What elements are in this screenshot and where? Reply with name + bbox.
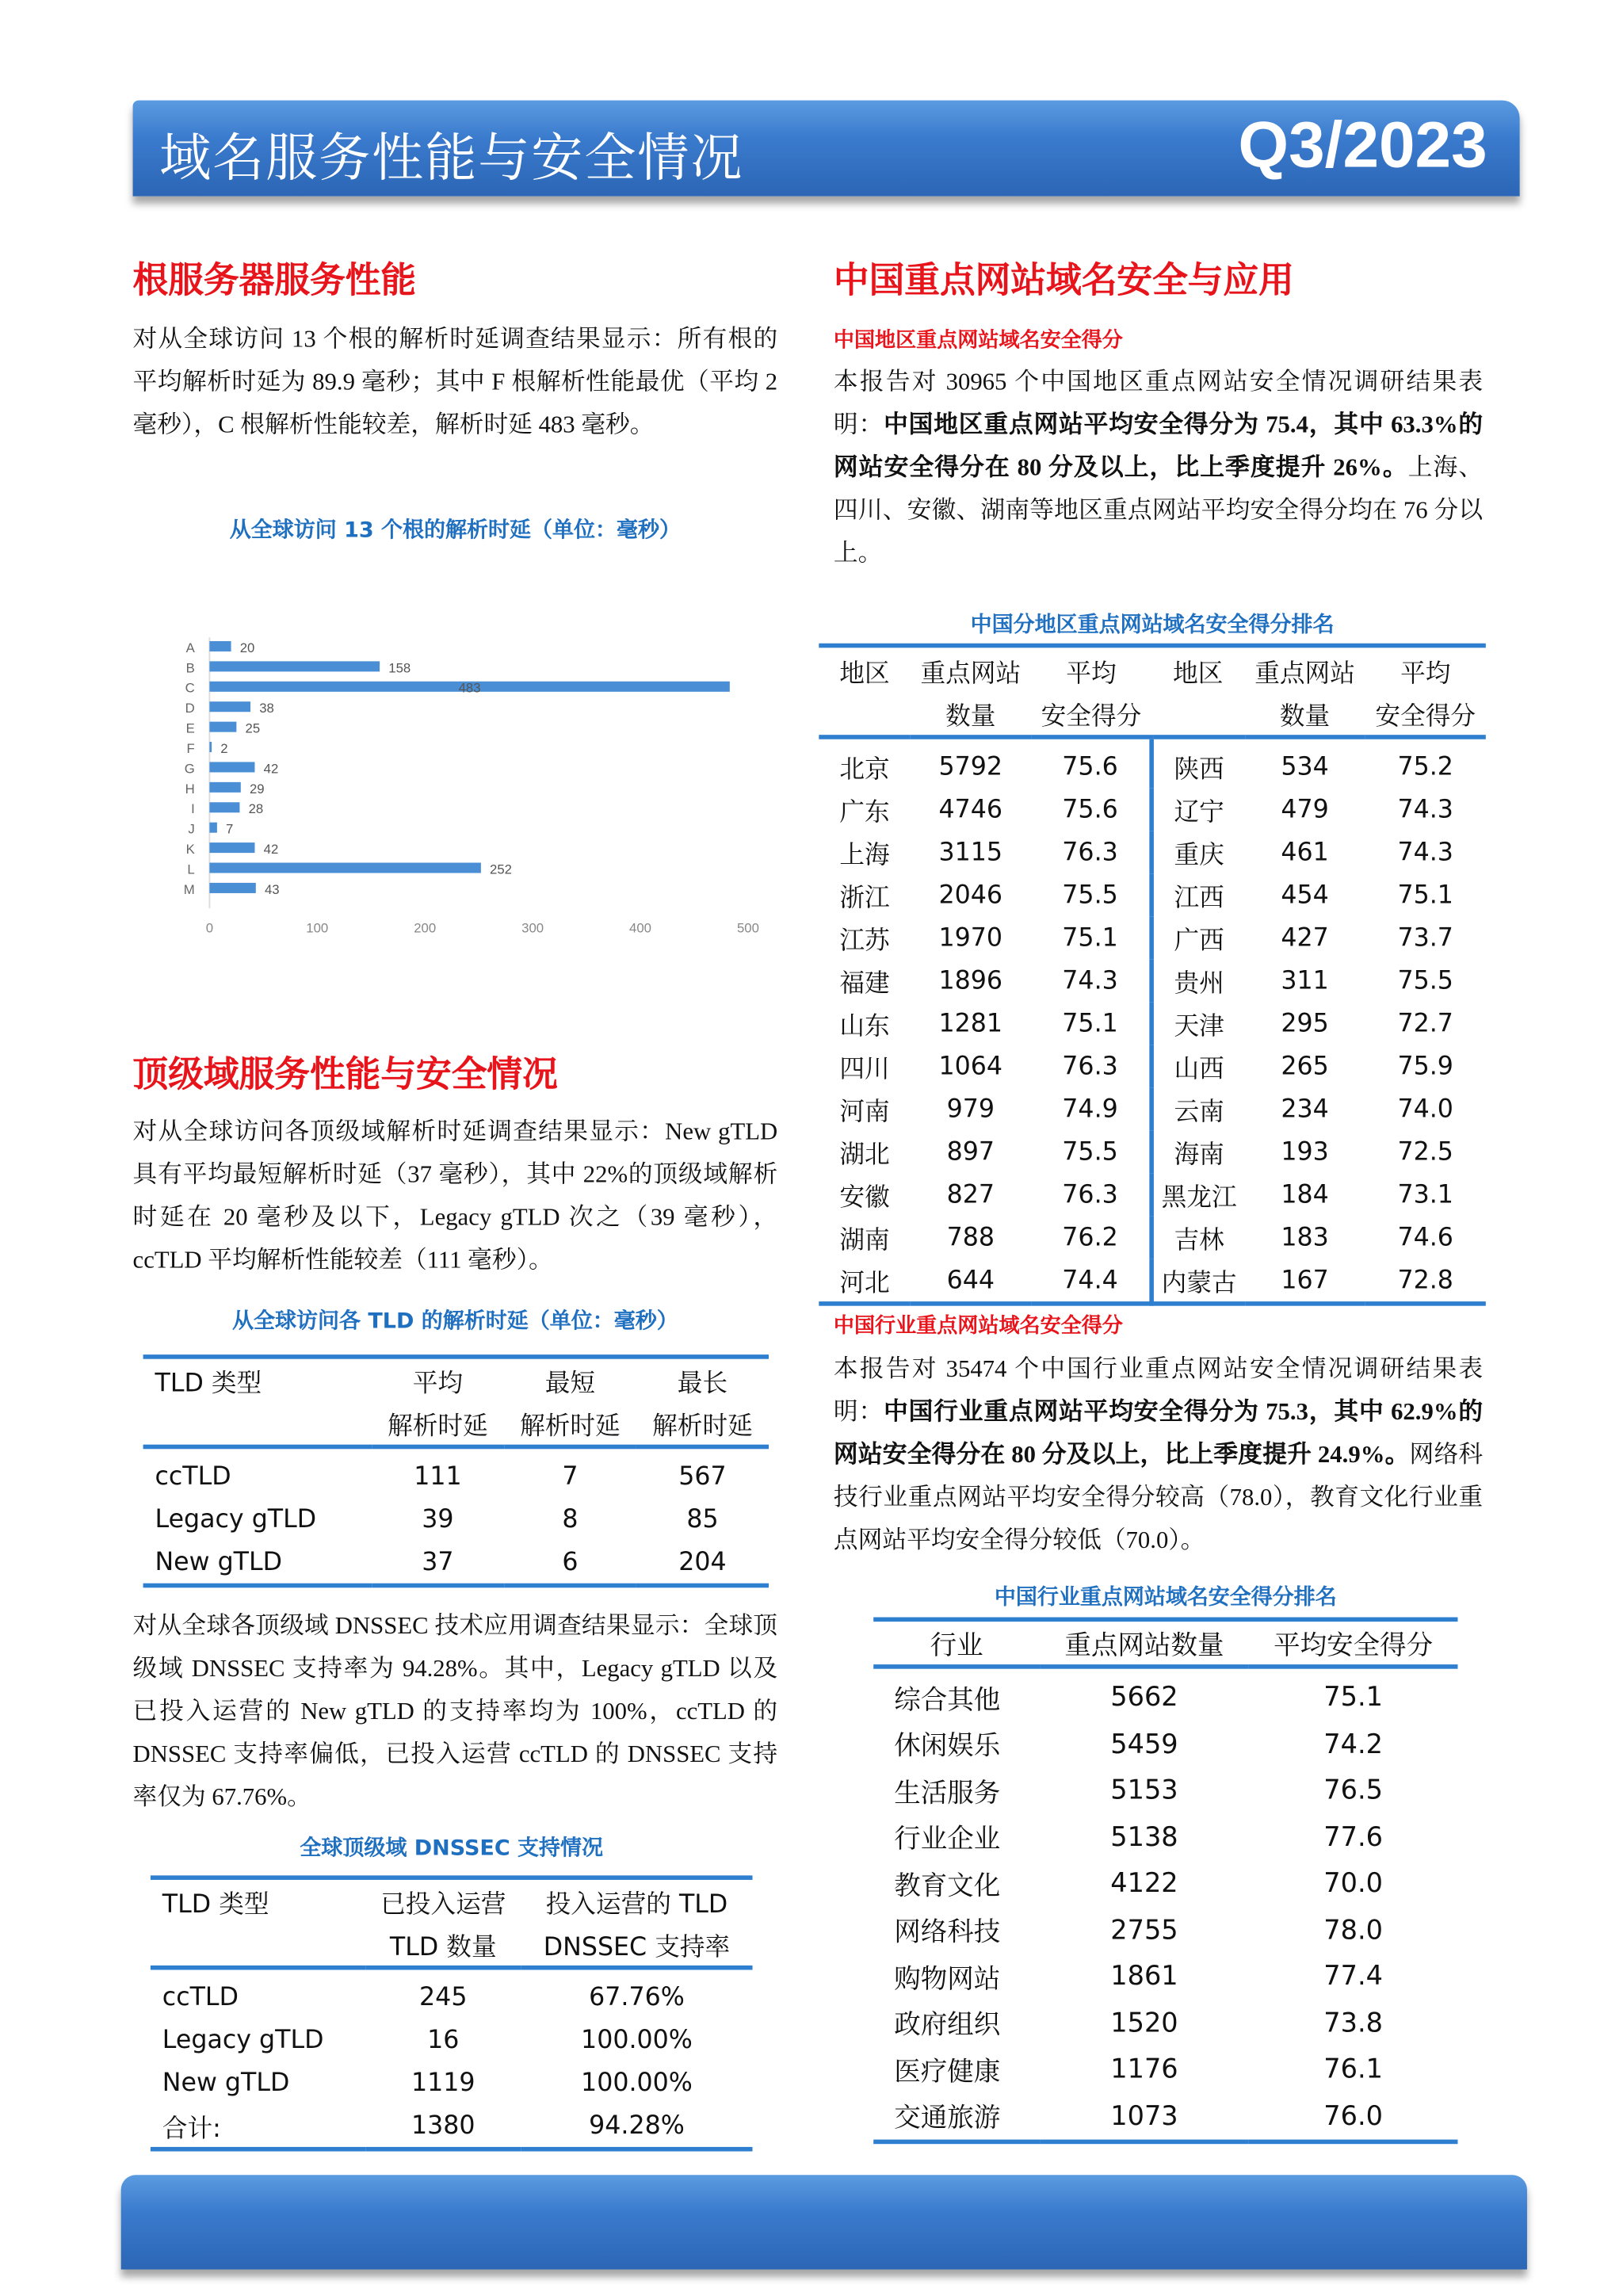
table-row [819,1259,1486,1304]
table-cell: 辽宁 [1174,798,1224,828]
column-header [819,692,910,737]
y-tick-label: M [183,881,195,897]
y-tick-label: F [186,740,195,756]
table-cell: 70.0 [1323,1868,1383,1900]
table-cell: 江苏 [839,926,890,957]
table-cell: 39 [422,1504,454,1534]
region-para-highlight: 中国地区重点网站平均安全得分为 75.4，其中 63.3%的网站安全得分在 80 分及以上，比上季度提升 26%。 [833,410,1484,481]
china-heading: 中国重点网站域名安全与应用 [833,259,1294,301]
column-header: 解析时延 [504,1402,636,1447]
column-header: 数量 [1244,692,1365,737]
table-cell: 567 [678,1461,727,1492]
x-tick-label: 500 [736,920,759,936]
table-row [819,1130,1486,1173]
x-tick-label: 100 [306,920,329,936]
root-heading: 根服务器服务性能 [132,259,417,301]
column-header: 安全得分 [1031,692,1151,737]
table-cell: 74.0 [1397,1094,1453,1124]
quarter-label: Q3/2023 [1238,109,1487,182]
table-row [143,1498,769,1541]
table-header-row [151,1923,753,1968]
table-cell: 75.1 [1031,916,1151,959]
table-cell: 内蒙古 [1151,1259,1244,1304]
region-paragraph [834,360,1483,574]
table-cell: 75.1 [1323,1682,1383,1714]
industry-para-rest: 网络科技行业重点网站平均安全得分较高（78.0），教育文化行业重点网站平均安全得分较低（70.0）。 [833,1440,1484,1554]
table-cell: 天津 [1174,1012,1224,1042]
table-row [873,1767,1457,1814]
column-header: TLD 数量 [365,1923,521,1968]
column-header: 地区 [839,659,890,690]
y-tick-label: K [185,842,195,858]
x-tick-label: 300 [521,920,544,936]
column-header: 已投入运营 [380,1889,506,1920]
table-cell: 75.1 [1031,1002,1151,1045]
table-cell: 黑龙江 [1161,1183,1237,1213]
column-header: 平均 [1066,659,1117,690]
table-row [873,2093,1457,2141]
table-cell: 河南 [839,1098,890,1128]
table-cell: 479 [1281,794,1329,824]
root-latency-chart [162,635,782,952]
column-header: 安全得分 [1365,692,1486,737]
column-header: 重点网站 [920,659,1022,690]
dnssec-table [151,1880,753,2152]
data-label: 29 [249,781,265,797]
table-cell: Legacy gTLD [162,2025,324,2055]
table-row [151,2061,753,2104]
footer-banner [121,2175,1527,2269]
table-cell: 193 [1281,1137,1329,1167]
region-subheading: 中国地区重点网站域名安全得分 [833,329,1123,353]
x-tick-label: 200 [414,920,437,936]
region-para-intro: 本报告对 30965 个中国地区重点网站安全情况调研结果表明： [833,367,1484,438]
table-cell: 医疗健康 [894,2056,1001,2088]
tld-heading: 顶级域服务性能与安全情况 [132,1053,558,1095]
table-cell: 72.8 [1365,1259,1486,1304]
table-cell: 1176 [1110,2054,1178,2086]
table-cell: 合计: [151,2104,365,2149]
industry-table-title: 中国行业重点网站域名安全得分排名 [994,1586,1337,1610]
table-cell: 76.3 [1031,1173,1151,1216]
bar-E [209,722,236,732]
table-cell: 综合其他 [894,1684,1001,1716]
data-label: 42 [263,842,279,858]
table-cell: 311 [1281,965,1329,995]
table-cell: 75.5 [1031,873,1151,916]
table-cell: 海南 [1174,1140,1224,1171]
table-cell: 74.4 [1031,1259,1151,1304]
table-cell: 4122 [1110,1868,1178,1900]
x-tick-label: 400 [629,920,651,936]
table-cell: 74.2 [1323,1729,1383,1760]
table-cell: 5662 [1110,1682,1178,1714]
table-row [819,788,1486,831]
table-cell: 76.0 [1249,2093,1458,2141]
table-cell: 网络科技 [894,1916,1001,1949]
table-cell: 427 [1281,923,1329,953]
table-cell: 广东 [839,798,890,828]
region-table [819,649,1486,1306]
table-row [819,1173,1486,1216]
table-cell: 湖北 [839,1140,890,1171]
bar-I [209,802,239,812]
table-row [151,2104,753,2149]
table-cell: 534 [1281,751,1329,781]
table-cell: 73.7 [1397,923,1453,953]
table-cell: 7 [562,1461,579,1492]
table-header-row [151,1880,753,1923]
column-header: 最长 [677,1369,728,1399]
table-cell: 贵州 [1174,969,1224,999]
table-cell: 75.2 [1397,751,1453,781]
table-cell: 100.00% [581,2068,693,2098]
table-cell: 1281 [938,1008,1003,1038]
column-header: 解析时延 [372,1402,504,1447]
table-cell: 6 [504,1541,636,1586]
bar-L [209,863,480,873]
column-header: 解析时延 [636,1402,769,1447]
table-cell: 204 [636,1541,769,1586]
column-header: 重点网站 [1254,659,1355,690]
table-cell: 1970 [938,923,1003,953]
table-cell: 827 [946,1179,995,1209]
table-cell: 1896 [938,965,1003,995]
y-tick-label: H [185,781,195,797]
industry-paragraph [834,1347,1483,1561]
table-cell: 1064 [938,1051,1003,1081]
table-cell: 76.2 [1031,1216,1151,1259]
data-label: 42 [263,761,279,777]
column-header [143,1402,372,1447]
table-cell: 安徽 [839,1183,890,1213]
table-cell: 行业企业 [894,1824,1001,1855]
dnssec-paragraph: 对从全球各顶级域 DNSSEC 技术应用调查结果显示：全球顶级域 DNSSEC 支持率为 94.28%。其中，Legacy gTLD 以及已投入运营的 New gTLD 的支持率均为 100%，ccTLD 的 DNSSEC 支持率偏低，已投入运营 ccTLD 的 DNSSEC 支持率仅为 67.76%。 [132,1611,778,1811]
data-label: 38 [259,701,274,716]
table-cell: 76.3 [1031,831,1151,873]
column-header: 投入运营的 TLD [545,1889,728,1920]
y-tick-label: G [184,761,195,777]
table-cell: 265 [1281,1051,1329,1081]
page-title: 域名服务性能与安全情况 [159,129,744,189]
table-row [819,737,1486,788]
table-cell: 吉林 [1174,1226,1224,1256]
table-cell: 1380 [365,2104,521,2149]
table-cell: 8 [562,1504,579,1534]
table-row [873,1861,1457,1908]
table-cell: 16 [427,2025,460,2055]
table-cell: 75.5 [1031,1130,1151,1173]
data-label: 43 [264,881,280,897]
table-cell: New gTLD [162,2068,290,2098]
table-row [151,1968,753,2019]
data-label: 25 [245,720,261,736]
table-row [873,1814,1457,1861]
column-header: TLD 类型 [162,1889,269,1920]
table-row [819,916,1486,959]
table-cell: New gTLD [143,1541,372,1586]
table-cell: 政府组织 [894,2010,1001,2042]
table-cell: 75.5 [1397,965,1453,995]
table-cell: 浙江 [839,884,890,914]
data-label: 20 [239,640,255,655]
table-cell: 山东 [839,1012,890,1042]
table-cell: 72.7 [1397,1008,1453,1038]
table-cell: 74.9 [1031,1087,1151,1130]
table-cell: 100.00% [581,2025,693,2055]
table-cell: 897 [946,1137,995,1167]
data-label: 28 [248,801,264,817]
table-cell: 979 [946,1094,995,1124]
table-cell: 广西 [1174,926,1224,957]
table-row [819,1087,1486,1130]
table-cell: 1119 [411,2068,475,2098]
industry-para-highlight: 中国行业重点网站平均安全得分为 75.3，其中 62.9%的网站安全得分在 80 分及以上，比上季度提升 24.9%。 [833,1397,1484,1469]
table-row [819,831,1486,873]
data-label: 483 [458,680,481,696]
latency-table [143,1359,769,1588]
table-row [819,1045,1486,1087]
table-cell: 461 [1281,837,1329,867]
table-cell: 76.5 [1323,1775,1383,1807]
table-cell: 74.3 [1397,794,1453,824]
table-cell: 75.9 [1397,1051,1453,1081]
table-cell: 5792 [938,751,1003,781]
bar-J [209,823,217,833]
column-header: 地区 [1173,659,1224,690]
y-tick-label: D [185,701,195,716]
table-cell: 生活服务 [894,1778,1001,1809]
data-label: 7 [226,821,234,837]
table-cell: 上海 [839,841,890,871]
column-header: DNSSEC 支持率 [521,1923,752,1968]
root-paragraph: 对从全球访问 13 个根的解析时延调查结果显示：所有根的平均解析时延为 89.9 毫秒；其中 F 根解析性能最优（平均 2 毫秒），C 根解析性能较差，解析时延 483 毫秒。 [132,324,778,438]
table-cell: 1520 [1110,2008,1178,2039]
y-tick-label: E [185,720,195,736]
table-cell: 111 [414,1461,462,1492]
table-cell: 河北 [819,1259,910,1304]
column-header: 平均 [1400,659,1451,690]
table-cell: 67.76% [589,1982,685,2012]
table-cell: 94.28% [521,2104,752,2149]
column-header [151,1923,365,1968]
table-cell: 教育文化 [894,1870,1001,1902]
column-header [1151,692,1244,737]
table-cell: 78.0 [1323,1915,1383,1946]
table-row [819,873,1486,916]
bar-A [209,641,231,651]
column-header: TLD 类型 [155,1369,262,1399]
table-cell: ccTLD [162,1982,239,2012]
x-tick-label: 0 [205,920,214,936]
table-cell: 云南 [1174,1098,1224,1128]
table-cell: 四川 [839,1055,890,1085]
table-cell: 75.1 [1397,880,1453,910]
table-header-row [143,1359,769,1402]
table-cell: 75.6 [1031,788,1151,831]
tld-paragraph: 对从全球访问各顶级域解析时延调查结果显示：New gTLD 具有平均最短解析时延（37 毫秒），其中 22%的顶级域解析时延在 20 毫秒及以下，Legacy gTLD 次之（39 毫秒），ccTLD 平均解析性能较差（111 毫秒）。 [132,1117,778,1274]
dnssec-table-title: 全球顶级域 DNSSEC 支持情况 [300,1836,604,1861]
table-row [873,2000,1457,2047]
region-table-title: 中国分地区重点网站域名安全得分排名 [970,613,1335,638]
table-row [151,2019,753,2061]
table-row [873,1667,1457,1721]
table-cell: 184 [1281,1179,1329,1209]
bar-M [209,883,255,893]
table-cell: 重庆 [1174,841,1224,871]
bar-F [209,742,212,752]
bar-B [209,661,380,671]
table-row [873,1907,1457,1954]
table-header-row [819,649,1486,692]
table-cell: 江西 [1174,884,1224,914]
header-banner [133,101,1520,197]
table-cell: 73.1 [1397,1179,1453,1209]
table-row [819,1002,1486,1045]
table-cell: ccTLD [155,1461,231,1492]
column-header: 平均 [412,1369,464,1399]
table-cell: 76.3 [1031,1045,1151,1087]
table-cell: Legacy gTLD [155,1504,317,1534]
table-cell: 454 [1281,880,1329,910]
table-cell: 73.8 [1323,2008,1383,2039]
table-row [819,959,1486,1002]
table-cell: 湖南 [839,1226,890,1256]
column-header: 行业 [873,1622,1040,1667]
data-label: 158 [388,660,411,676]
table-cell: 245 [419,1982,468,2012]
table-cell: 74.3 [1031,959,1151,1002]
data-label: 252 [490,861,512,877]
industry-subheading: 中国行业重点网站域名安全得分 [833,1314,1123,1339]
table-cell: 5459 [1110,1729,1178,1760]
bar-G [209,762,254,772]
table-cell: 37 [372,1541,504,1586]
table-cell: 5153 [1110,1775,1178,1807]
table-header-row [873,1622,1457,1667]
table-header-row [143,1402,769,1447]
table-row [873,2046,1457,2093]
y-tick-label: J [188,821,195,837]
table-cell: 74.3 [1397,837,1453,867]
table-cell: 休闲娱乐 [894,1731,1001,1763]
table-cell: 167 [1244,1259,1365,1304]
y-tick-label: A [185,640,195,655]
data-label: 2 [220,740,228,756]
table-cell: 75.6 [1031,737,1151,788]
table-cell: 77.6 [1323,1821,1383,1853]
latency-table-title: 从全球访问各 TLD 的解析时延（单位：毫秒） [231,1310,678,1335]
table-row [873,1954,1457,2000]
bar-H [209,782,240,793]
table-cell: 1861 [1110,1961,1178,1992]
table-row [819,1216,1486,1259]
table-cell: 85 [686,1504,719,1534]
table-cell: 183 [1281,1222,1329,1252]
table-row [143,1446,769,1497]
region-para-rest: 上海、四川、安徽、湖南等地区重点网站平均安全得分均在 76 分以上。 [833,453,1484,567]
y-tick-label: I [191,801,195,817]
table-cell: 788 [946,1222,995,1252]
table-cell: 76.1 [1323,2054,1383,2086]
column-header: 数量 [911,692,1031,737]
table-header-row [819,692,1486,737]
y-tick-label: C [185,680,195,696]
table-cell: 山西 [1174,1055,1224,1085]
bar-D [209,701,250,712]
table-row [143,1541,769,1586]
table-cell: 购物网站 [894,1963,1001,1995]
table-cell: 5138 [1110,1821,1178,1853]
table-cell: 295 [1281,1008,1329,1038]
table-cell: 74.6 [1397,1222,1453,1252]
table-cell: 北京 [839,755,890,785]
y-tick-label: L [187,861,195,877]
table-cell: 4746 [938,794,1003,824]
table-cell: 2755 [1110,1915,1178,1946]
table-cell: 72.5 [1397,1137,1453,1167]
table-cell: 1073 [1040,2093,1249,2141]
table-cell: 644 [911,1259,1031,1304]
table-cell: 交通旅游 [873,2093,1040,2141]
table-cell: 2046 [938,880,1003,910]
bar-K [209,842,254,853]
industry-table [873,1622,1457,2144]
table-cell: 77.4 [1323,1961,1383,1992]
root-chart-title: 从全球访问 13 个根的解析时延（单位：毫秒） [229,519,682,544]
table-cell: 3115 [938,837,1003,867]
industry-para-intro: 本报告对 35474 个中国行业重点网站安全情况调研结果表明： [833,1354,1484,1426]
column-header: 平均安全得分 [1249,1622,1458,1667]
column-header: 重点网站数量 [1040,1622,1249,1667]
column-header: 最短 [544,1369,596,1399]
y-tick-label: B [185,660,195,676]
table-cell: 福建 [839,969,890,999]
table-cell: 陕西 [1174,755,1224,785]
table-row [873,1721,1457,1768]
table-cell: 234 [1281,1094,1329,1124]
